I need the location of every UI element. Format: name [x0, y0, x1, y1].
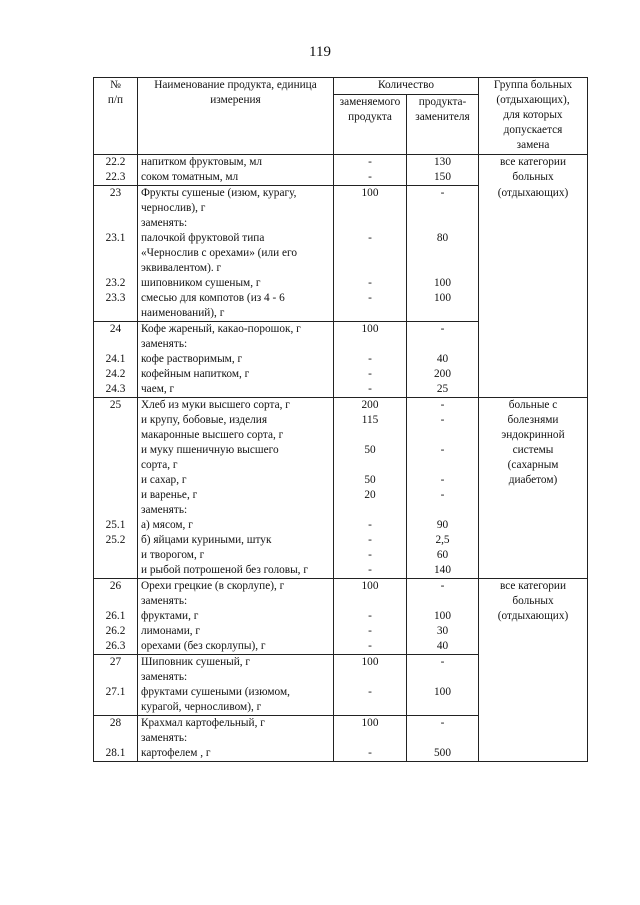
- row-group: (сахарным: [479, 458, 588, 473]
- row-name: и муку пшеничную высшего: [138, 443, 334, 458]
- row-num: [94, 201, 138, 216]
- row-num: 26: [94, 579, 138, 595]
- row-num: 25: [94, 398, 138, 414]
- row-replaced-qty: 100: [334, 655, 407, 671]
- row-num: 22.3: [94, 170, 138, 186]
- row-substitute-qty: 40: [407, 352, 479, 367]
- row-substitute-qty: -: [407, 716, 479, 732]
- row-num: 23.1: [94, 231, 138, 246]
- row-group: (отдыхающих): [479, 609, 588, 624]
- header-group: Группа больных (отдыхающих), для которых допускается замена: [479, 78, 588, 155]
- row-group: [479, 216, 588, 231]
- row-group: [479, 231, 588, 246]
- table-row: [94, 548, 588, 563]
- row-name: заменять:: [138, 337, 334, 352]
- row-group: [479, 700, 588, 716]
- row-num: [94, 503, 138, 518]
- row-group: больных: [479, 594, 588, 609]
- table-header: [94, 78, 588, 155]
- row-name: и сахар, г: [138, 473, 334, 488]
- row-group: все категории: [479, 155, 588, 171]
- row-name: соком томатным, мл: [138, 170, 334, 186]
- row-name: Шиповник сушеный, г: [138, 655, 334, 671]
- row-group: [479, 488, 588, 503]
- table-row: [94, 503, 588, 518]
- row-num: [94, 563, 138, 579]
- row-replaced-qty: -: [334, 518, 407, 533]
- row-group: системы: [479, 443, 588, 458]
- header-quantity: Количество: [334, 78, 479, 95]
- row-group: [479, 291, 588, 306]
- row-num: 24.3: [94, 382, 138, 398]
- header-name: Наименование продукта, единица измерения: [138, 78, 334, 155]
- row-replaced-qty: -: [334, 639, 407, 655]
- row-replaced-qty: [334, 306, 407, 322]
- row-name: б) яйцами куриными, штук: [138, 533, 334, 548]
- row-num: [94, 548, 138, 563]
- header-substitute: продукта- заменителя: [407, 95, 479, 155]
- row-num: [94, 246, 138, 261]
- row-substitute-qty: [407, 503, 479, 518]
- row-name: палочкой фруктовой типа: [138, 231, 334, 246]
- row-name: заменять:: [138, 594, 334, 609]
- row-group: [479, 306, 588, 322]
- row-substitute-qty: 130: [407, 155, 479, 171]
- row-substitute-qty: -: [407, 488, 479, 503]
- row-group: [479, 731, 588, 746]
- table-row: [94, 624, 588, 639]
- row-replaced-qty: [334, 337, 407, 352]
- row-name: фруктами, г: [138, 609, 334, 624]
- table-row: [94, 186, 588, 202]
- row-name: Орехи грецкие (в скорлупе), г: [138, 579, 334, 595]
- row-name: заменять:: [138, 670, 334, 685]
- table-row: [94, 216, 588, 231]
- row-num: 26.2: [94, 624, 138, 639]
- row-substitute-qty: 140: [407, 563, 479, 579]
- row-num: [94, 594, 138, 609]
- row-replaced-qty: -: [334, 155, 407, 171]
- row-group: [479, 639, 588, 655]
- row-group: [479, 533, 588, 548]
- row-num: [94, 306, 138, 322]
- row-name: наименований), г: [138, 306, 334, 322]
- table-row: [94, 609, 588, 624]
- row-name: макаронные высшего сорта, г: [138, 428, 334, 443]
- row-group: [479, 624, 588, 639]
- row-substitute-qty: -: [407, 322, 479, 338]
- row-replaced-qty: -: [334, 533, 407, 548]
- row-substitute-qty: 500: [407, 746, 479, 762]
- row-num: 22.2: [94, 155, 138, 171]
- row-replaced-qty: -: [334, 746, 407, 762]
- row-substitute-qty: 100: [407, 276, 479, 291]
- row-replaced-qty: [334, 731, 407, 746]
- row-replaced-qty: -: [334, 291, 407, 306]
- row-replaced-qty: -: [334, 170, 407, 186]
- row-substitute-qty: 200: [407, 367, 479, 382]
- row-num: 25.1: [94, 518, 138, 533]
- table-row: [94, 246, 588, 261]
- row-num: 27.1: [94, 685, 138, 700]
- table-row: [94, 413, 588, 428]
- row-replaced-qty: -: [334, 352, 407, 367]
- row-replaced-qty: -: [334, 276, 407, 291]
- row-replaced-qty: -: [334, 231, 407, 246]
- table-row: [94, 276, 588, 291]
- row-substitute-qty: 100: [407, 685, 479, 700]
- table-row: [94, 443, 588, 458]
- row-num: [94, 428, 138, 443]
- row-name: Фрукты сушеные (изюм, курагу,: [138, 186, 334, 202]
- row-substitute-qty: [407, 670, 479, 685]
- row-name: Кофе жареный, какао-порошок, г: [138, 322, 334, 338]
- row-num: [94, 216, 138, 231]
- row-group: [479, 367, 588, 382]
- row-group: [479, 352, 588, 367]
- table-row: [94, 731, 588, 746]
- row-name: эквивалентом). г: [138, 261, 334, 276]
- table-row: [94, 685, 588, 700]
- row-group: [479, 382, 588, 398]
- row-replaced-qty: 115: [334, 413, 407, 428]
- row-substitute-qty: 25: [407, 382, 479, 398]
- row-substitute-qty: -: [407, 655, 479, 671]
- table-row: [94, 291, 588, 306]
- table-row: [94, 170, 588, 186]
- row-name: лимонами, г: [138, 624, 334, 639]
- row-num: [94, 731, 138, 746]
- row-substitute-qty: -: [407, 443, 479, 458]
- table-row: [94, 716, 588, 732]
- row-replaced-qty: [334, 503, 407, 518]
- row-num: 23.2: [94, 276, 138, 291]
- row-replaced-qty: 100: [334, 579, 407, 595]
- row-replaced-qty: 200: [334, 398, 407, 414]
- table-row: [94, 488, 588, 503]
- row-substitute-qty: -: [407, 413, 479, 428]
- row-replaced-qty: -: [334, 367, 407, 382]
- row-substitute-qty: [407, 261, 479, 276]
- table-row: [94, 563, 588, 579]
- row-name: чернослив), г: [138, 201, 334, 216]
- row-substitute-qty: [407, 337, 479, 352]
- row-group: все категории: [479, 579, 588, 595]
- row-substitute-qty: [407, 306, 479, 322]
- row-group: [479, 337, 588, 352]
- row-substitute-qty: 30: [407, 624, 479, 639]
- row-group: [479, 276, 588, 291]
- table-row: [94, 594, 588, 609]
- row-group: [479, 246, 588, 261]
- row-substitute-qty: 90: [407, 518, 479, 533]
- row-replaced-qty: [334, 216, 407, 231]
- table-row: [94, 670, 588, 685]
- table-row: [94, 700, 588, 716]
- row-name: курагой, черносливом), г: [138, 700, 334, 716]
- row-name: заменять:: [138, 216, 334, 231]
- row-group: эндокринной: [479, 428, 588, 443]
- row-group: больные с: [479, 398, 588, 414]
- row-group: [479, 322, 588, 338]
- row-name: кофейным напитком, г: [138, 367, 334, 382]
- row-group: [479, 261, 588, 276]
- header-replaced: заменяемого продукта: [334, 95, 407, 155]
- row-replaced-qty: [334, 594, 407, 609]
- row-group: [479, 746, 588, 762]
- row-num: 24: [94, 322, 138, 338]
- table-row: [94, 155, 588, 171]
- table-row: [94, 518, 588, 533]
- row-substitute-qty: -: [407, 398, 479, 414]
- row-group: [479, 563, 588, 579]
- row-name: Хлеб из муки высшего сорта, г: [138, 398, 334, 414]
- row-replaced-qty: [334, 428, 407, 443]
- table-body: [94, 155, 588, 762]
- row-replaced-qty: [334, 261, 407, 276]
- row-num: 25.2: [94, 533, 138, 548]
- row-replaced-qty: [334, 246, 407, 261]
- row-group: [479, 670, 588, 685]
- row-name: чаем, г: [138, 382, 334, 398]
- row-group: [479, 518, 588, 533]
- table-row: [94, 322, 588, 338]
- row-num: [94, 261, 138, 276]
- row-group: больных: [479, 170, 588, 186]
- row-replaced-qty: [334, 700, 407, 716]
- table-row: [94, 746, 588, 762]
- table-row: [94, 261, 588, 276]
- table-row: [94, 382, 588, 398]
- row-group: [479, 503, 588, 518]
- row-substitute-qty: [407, 428, 479, 443]
- row-substitute-qty: 2,5: [407, 533, 479, 548]
- row-name: заменять:: [138, 503, 334, 518]
- row-num: 23.3: [94, 291, 138, 306]
- row-num: [94, 670, 138, 685]
- row-group: [479, 201, 588, 216]
- row-replaced-qty: 50: [334, 473, 407, 488]
- row-num: 27: [94, 655, 138, 671]
- row-substitute-qty: 40: [407, 639, 479, 655]
- row-name: напитком фруктовым, мл: [138, 155, 334, 171]
- row-substitute-qty: -: [407, 186, 479, 202]
- row-group: [479, 716, 588, 732]
- row-replaced-qty: [334, 670, 407, 685]
- row-num: [94, 700, 138, 716]
- row-name: а) мясом, г: [138, 518, 334, 533]
- row-num: [94, 488, 138, 503]
- row-group: [479, 548, 588, 563]
- row-replaced-qty: -: [334, 685, 407, 700]
- row-replaced-qty: 100: [334, 186, 407, 202]
- row-substitute-qty: [407, 458, 479, 473]
- table-row: [94, 579, 588, 595]
- table-row: [94, 337, 588, 352]
- row-group: диабетом): [479, 473, 588, 488]
- table-row: [94, 473, 588, 488]
- row-num: [94, 337, 138, 352]
- row-name: и варенье, г: [138, 488, 334, 503]
- row-num: 28: [94, 716, 138, 732]
- row-substitute-qty: [407, 594, 479, 609]
- row-name: смесью для компотов (из 4 - 6: [138, 291, 334, 306]
- row-name: фруктами сушеными (изюмом,: [138, 685, 334, 700]
- row-name: «Чернослив с орехами» (или его: [138, 246, 334, 261]
- table-row: [94, 458, 588, 473]
- row-substitute-qty: 100: [407, 291, 479, 306]
- row-num: [94, 443, 138, 458]
- row-substitute-qty: 100: [407, 609, 479, 624]
- row-group: [479, 655, 588, 671]
- row-replaced-qty: 50: [334, 443, 407, 458]
- row-replaced-qty: 20: [334, 488, 407, 503]
- row-substitute-qty: 60: [407, 548, 479, 563]
- row-name: картофелем , г: [138, 746, 334, 762]
- row-substitute-qty: [407, 246, 479, 261]
- row-substitute-qty: -: [407, 579, 479, 595]
- substitution-table: [93, 77, 588, 762]
- row-name: и крупу, бобовые, изделия: [138, 413, 334, 428]
- table-row: [94, 201, 588, 216]
- table-row: [94, 639, 588, 655]
- row-num: 24.1: [94, 352, 138, 367]
- row-substitute-qty: 80: [407, 231, 479, 246]
- row-num: 26.3: [94, 639, 138, 655]
- table-row: [94, 367, 588, 382]
- row-num: 23: [94, 186, 138, 202]
- row-name: и рыбой потрошеной без головы, г: [138, 563, 334, 579]
- row-group: болезнями: [479, 413, 588, 428]
- row-substitute-qty: [407, 201, 479, 216]
- row-replaced-qty: -: [334, 609, 407, 624]
- page-number: 119: [309, 44, 331, 60]
- row-name: орехами (без скорлупы), г: [138, 639, 334, 655]
- row-num: [94, 458, 138, 473]
- table-row: [94, 231, 588, 246]
- row-substitute-qty: [407, 216, 479, 231]
- row-num: [94, 413, 138, 428]
- row-name: шиповником сушеным, г: [138, 276, 334, 291]
- row-name: сорта, г: [138, 458, 334, 473]
- row-replaced-qty: -: [334, 624, 407, 639]
- table-row: [94, 398, 588, 414]
- row-name: и творогом, г: [138, 548, 334, 563]
- row-substitute-qty: [407, 731, 479, 746]
- table-row: [94, 655, 588, 671]
- row-num: 24.2: [94, 367, 138, 382]
- row-replaced-qty: [334, 201, 407, 216]
- row-name: кофе растворимым, г: [138, 352, 334, 367]
- table-row: [94, 306, 588, 322]
- row-replaced-qty: -: [334, 563, 407, 579]
- row-group: [479, 685, 588, 700]
- row-replaced-qty: [334, 458, 407, 473]
- row-substitute-qty: [407, 700, 479, 716]
- row-num: 26.1: [94, 609, 138, 624]
- row-num: 28.1: [94, 746, 138, 762]
- table-row: [94, 533, 588, 548]
- row-substitute-qty: -: [407, 473, 479, 488]
- row-replaced-qty: -: [334, 382, 407, 398]
- row-replaced-qty: -: [334, 548, 407, 563]
- table-row: [94, 352, 588, 367]
- row-group: (отдыхающих): [479, 186, 588, 202]
- row-name: заменять:: [138, 731, 334, 746]
- row-replaced-qty: 100: [334, 322, 407, 338]
- row-name: Крахмал картофельный, г: [138, 716, 334, 732]
- row-replaced-qty: 100: [334, 716, 407, 732]
- row-substitute-qty: 150: [407, 170, 479, 186]
- header-num: № п/п: [94, 78, 138, 155]
- table-row: [94, 428, 588, 443]
- row-num: [94, 473, 138, 488]
